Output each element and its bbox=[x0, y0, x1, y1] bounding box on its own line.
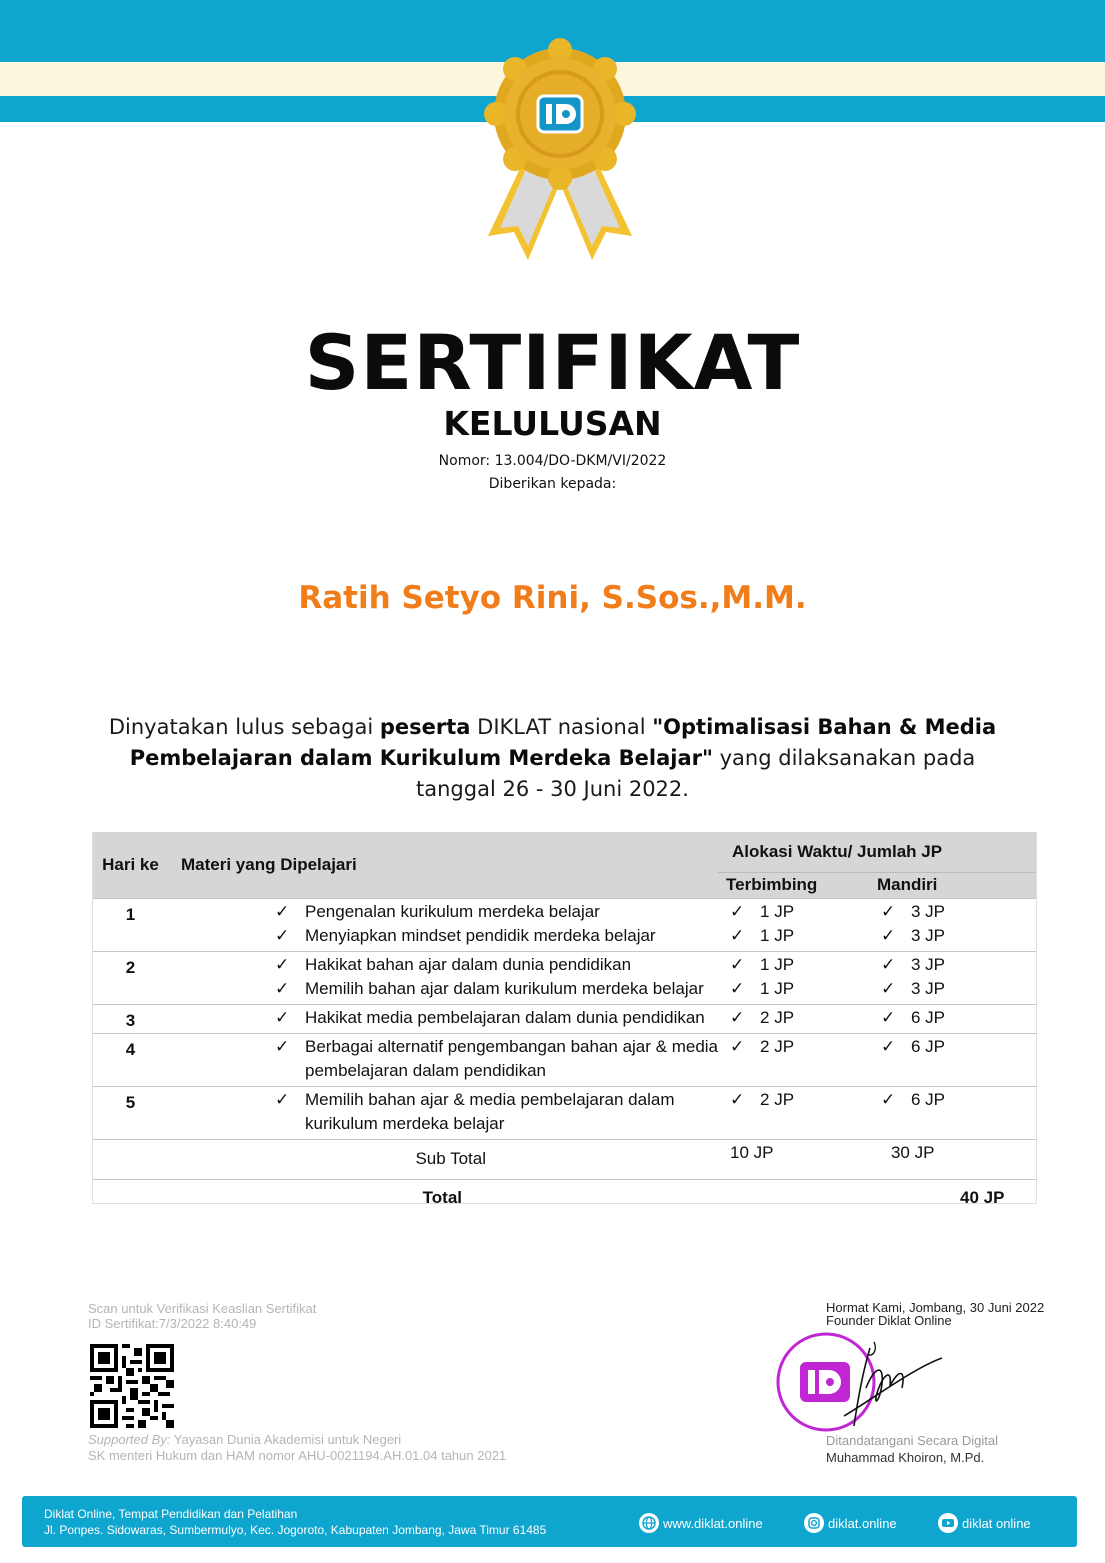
self-value bbox=[877, 924, 1037, 948]
footer-org: Diklat Online, Tempat Pendidikan dan Pelatihan bbox=[44, 1507, 298, 1521]
guided-cell bbox=[718, 1004, 877, 1033]
header-guided: Terbimbing bbox=[718, 872, 877, 898]
material-item bbox=[169, 953, 718, 977]
guided-jp: 1 JP bbox=[760, 901, 795, 921]
certificate-id: ID Sertifikat:7/3/2022 8:40:49 bbox=[88, 1316, 257, 1331]
material-text-continued: pembelajaran dalam pendidikan bbox=[305, 1060, 546, 1080]
table-row bbox=[92, 1033, 1037, 1086]
self-jp: 6 JP bbox=[910, 1036, 945, 1056]
check-icon: ✓ bbox=[880, 901, 896, 921]
signature-role: Founder Diklat Online bbox=[826, 1313, 952, 1328]
check-icon: ✓ bbox=[730, 1007, 745, 1027]
material-text: Pengenalan kurikulum merdeka belajar bbox=[305, 901, 600, 921]
material-text: Menyiapkan mindset pendidik merdeka belajar bbox=[305, 925, 656, 945]
day-number: 5 bbox=[92, 1086, 169, 1139]
table-row bbox=[92, 1086, 1037, 1139]
youtube-text: diklat online bbox=[962, 1515, 1031, 1531]
globe-icon bbox=[639, 1513, 659, 1533]
signature-stamp bbox=[774, 1328, 954, 1438]
given-to-label: Diberikan kepada: bbox=[488, 476, 617, 492]
check-icon: ✓ bbox=[880, 1036, 896, 1056]
material-cell bbox=[169, 898, 718, 951]
material-item bbox=[169, 900, 718, 924]
spacer bbox=[718, 1112, 877, 1136]
guided-value bbox=[718, 1088, 877, 1112]
qr-code[interactable] bbox=[90, 1344, 174, 1428]
self-cell bbox=[877, 1033, 1037, 1086]
material-item bbox=[169, 1035, 718, 1059]
instagram-icon bbox=[804, 1513, 824, 1533]
spacer bbox=[718, 1059, 877, 1083]
self-cell bbox=[877, 951, 1037, 1004]
material-cell bbox=[169, 1004, 718, 1033]
verification-block bbox=[88, 1301, 316, 1331]
statement-part: Dinyatakan lulus sebagai bbox=[108, 715, 380, 739]
check-icon: ✓ bbox=[880, 925, 896, 945]
guided-jp: 1 JP bbox=[760, 954, 795, 974]
material-cell bbox=[169, 1033, 718, 1086]
self-value bbox=[877, 977, 1037, 1001]
youtube-icon bbox=[938, 1513, 958, 1533]
check-icon: ✓ bbox=[730, 925, 745, 945]
certificate-subtitle: KELULUSAN bbox=[443, 404, 662, 443]
check-icon: ✓ bbox=[275, 1007, 290, 1027]
check-icon: ✓ bbox=[275, 1089, 290, 1109]
guided-cell bbox=[718, 1086, 877, 1139]
curriculum-table bbox=[92, 832, 1037, 1217]
course-title: "Optimalisasi Bahan & Media Pembelajaran dalam Kurikulum Merdeka Belajar" bbox=[129, 715, 997, 770]
spacer bbox=[877, 1059, 1037, 1083]
header-self: Mandiri bbox=[877, 872, 1037, 898]
supported-by-label: Supported By: bbox=[88, 1432, 171, 1447]
check-icon: ✓ bbox=[730, 901, 745, 921]
table-row bbox=[92, 898, 1037, 951]
signature-footer bbox=[826, 1432, 998, 1466]
guided-jp: 1 JP bbox=[760, 978, 795, 998]
self-value bbox=[877, 1035, 1037, 1059]
self-value bbox=[877, 900, 1037, 924]
material-text-continued: kurikulum merdeka belajar bbox=[305, 1113, 505, 1133]
self-jp: 3 JP bbox=[910, 954, 945, 974]
footer-address: Jl. Ponpes. Sidowaras, Sumbermulyo, Kec. Jogoroto, Kabupaten Jombang, Jawa Timur 61485 bbox=[44, 1523, 547, 1537]
spacer bbox=[877, 1112, 1037, 1136]
self-jp: 6 JP bbox=[910, 1089, 945, 1109]
statement-text bbox=[95, 712, 1010, 805]
statement-part: DIKLAT nasional bbox=[470, 715, 653, 739]
recipient-name: Ratih Setyo Rini, S.Sos.,M.M. bbox=[298, 580, 807, 616]
signer-name: Muhammad Khoiron, M.Pd. bbox=[826, 1450, 985, 1465]
scan-label: Scan untuk Verifikasi Keaslian Sertifikat bbox=[88, 1301, 317, 1316]
instagram-text: diklat.online bbox=[828, 1515, 897, 1531]
check-icon: ✓ bbox=[275, 1036, 290, 1056]
check-icon: ✓ bbox=[880, 978, 896, 998]
material-item bbox=[169, 924, 718, 948]
footer-bar bbox=[22, 1496, 1077, 1547]
total-value: 40 JP bbox=[718, 1179, 1037, 1217]
guided-cell bbox=[718, 951, 877, 1004]
header-day: Hari ke bbox=[92, 832, 169, 898]
guided-value bbox=[718, 924, 877, 948]
self-cell bbox=[877, 1004, 1037, 1033]
material-text: Hakikat bahan ajar dalam dunia pendidikan bbox=[305, 954, 632, 974]
guided-jp: 1 JP bbox=[760, 925, 795, 945]
check-icon: ✓ bbox=[275, 954, 290, 974]
youtube-link[interactable] bbox=[938, 1513, 1031, 1533]
table-body bbox=[92, 898, 1037, 1139]
footer-address-block bbox=[44, 1506, 546, 1538]
signature-greeting: Hormat Kami, Jombang, 30 Juni 2022 bbox=[826, 1300, 1045, 1315]
guided-cell bbox=[718, 898, 877, 951]
check-icon: ✓ bbox=[275, 925, 290, 945]
material-item bbox=[169, 1006, 718, 1030]
signed-digitally: Ditandatangani Secara Digital bbox=[826, 1433, 998, 1448]
instagram-link[interactable] bbox=[804, 1513, 897, 1533]
material-text: Berbagai alternatif pengembangan bahan ajar & media bbox=[305, 1036, 719, 1056]
header-allocation: Alokasi Waktu/ Jumlah JP bbox=[718, 832, 1037, 872]
subtotal-label: Sub Total bbox=[92, 1139, 718, 1179]
self-cell bbox=[877, 898, 1037, 951]
self-jp: 3 JP bbox=[910, 901, 945, 921]
self-jp: 6 JP bbox=[910, 1007, 945, 1027]
support-block bbox=[88, 1432, 506, 1464]
guided-jp: 2 JP bbox=[760, 1036, 795, 1056]
guided-value bbox=[718, 900, 877, 924]
check-icon: ✓ bbox=[880, 1007, 896, 1027]
table-row bbox=[92, 1004, 1037, 1033]
website-link[interactable] bbox=[639, 1513, 763, 1533]
material-text: Hakikat media pembelajaran dalam dunia pendidikan bbox=[305, 1007, 705, 1027]
certificate-number: Nomor: 13.004/DO-DKM/VI/2022 bbox=[438, 453, 667, 469]
subtotal-guided: 10 JP bbox=[718, 1139, 877, 1179]
supported-by: Yayasan Dunia Akademisi untuk Negeri bbox=[170, 1432, 402, 1447]
signature-header bbox=[826, 1301, 1044, 1327]
check-icon: ✓ bbox=[275, 901, 290, 921]
self-value bbox=[877, 1088, 1037, 1112]
material-item bbox=[169, 1088, 718, 1112]
statement-part: yang dilaksanakan pada tanggal 26 - 30 Juni 2022. bbox=[416, 746, 976, 801]
check-icon: ✓ bbox=[730, 1089, 745, 1109]
material-item bbox=[169, 977, 718, 1001]
guided-value bbox=[718, 1006, 877, 1030]
website-text: www.diklat.online bbox=[663, 1515, 763, 1531]
guided-jp: 2 JP bbox=[760, 1007, 795, 1027]
day-number: 3 bbox=[92, 1004, 169, 1033]
total-label: Total bbox=[92, 1179, 718, 1217]
material-cell bbox=[169, 1086, 718, 1139]
subtotal-self: 30 JP bbox=[877, 1139, 1037, 1179]
check-icon: ✓ bbox=[730, 954, 745, 974]
self-value bbox=[877, 1006, 1037, 1030]
self-cell bbox=[877, 1086, 1037, 1139]
check-icon: ✓ bbox=[730, 1036, 745, 1056]
certificate-title: SERTIFIKAT bbox=[304, 318, 801, 407]
header-material: Materi yang Dipelajari bbox=[169, 832, 718, 898]
material-cell bbox=[169, 951, 718, 1004]
self-value bbox=[877, 953, 1037, 977]
sk-number: SK menteri Hukum dan HAM nomor AHU-0021194.AH.01.04 tahun 2021 bbox=[88, 1448, 507, 1463]
check-icon: ✓ bbox=[880, 954, 896, 974]
self-jp: 3 JP bbox=[910, 925, 945, 945]
material-text: Memilih bahan ajar dalam kurikulum merdeka belajar bbox=[305, 978, 704, 998]
day-number: 4 bbox=[92, 1033, 169, 1086]
medal-icon bbox=[470, 28, 650, 268]
material-text: Memilih bahan ajar & media pembelajaran dalam bbox=[305, 1089, 675, 1109]
statement-part: peserta bbox=[379, 715, 471, 739]
guided-value bbox=[718, 1035, 877, 1059]
table-row bbox=[92, 951, 1037, 1004]
day-number: 2 bbox=[92, 951, 169, 1004]
check-icon: ✓ bbox=[275, 978, 290, 998]
check-icon: ✓ bbox=[880, 1089, 896, 1109]
guided-value bbox=[718, 953, 877, 977]
check-icon: ✓ bbox=[730, 978, 745, 998]
guided-value bbox=[718, 977, 877, 1001]
day-number: 1 bbox=[92, 898, 169, 951]
guided-jp: 2 JP bbox=[760, 1089, 795, 1109]
guided-cell bbox=[718, 1033, 877, 1086]
self-jp: 3 JP bbox=[910, 978, 945, 998]
